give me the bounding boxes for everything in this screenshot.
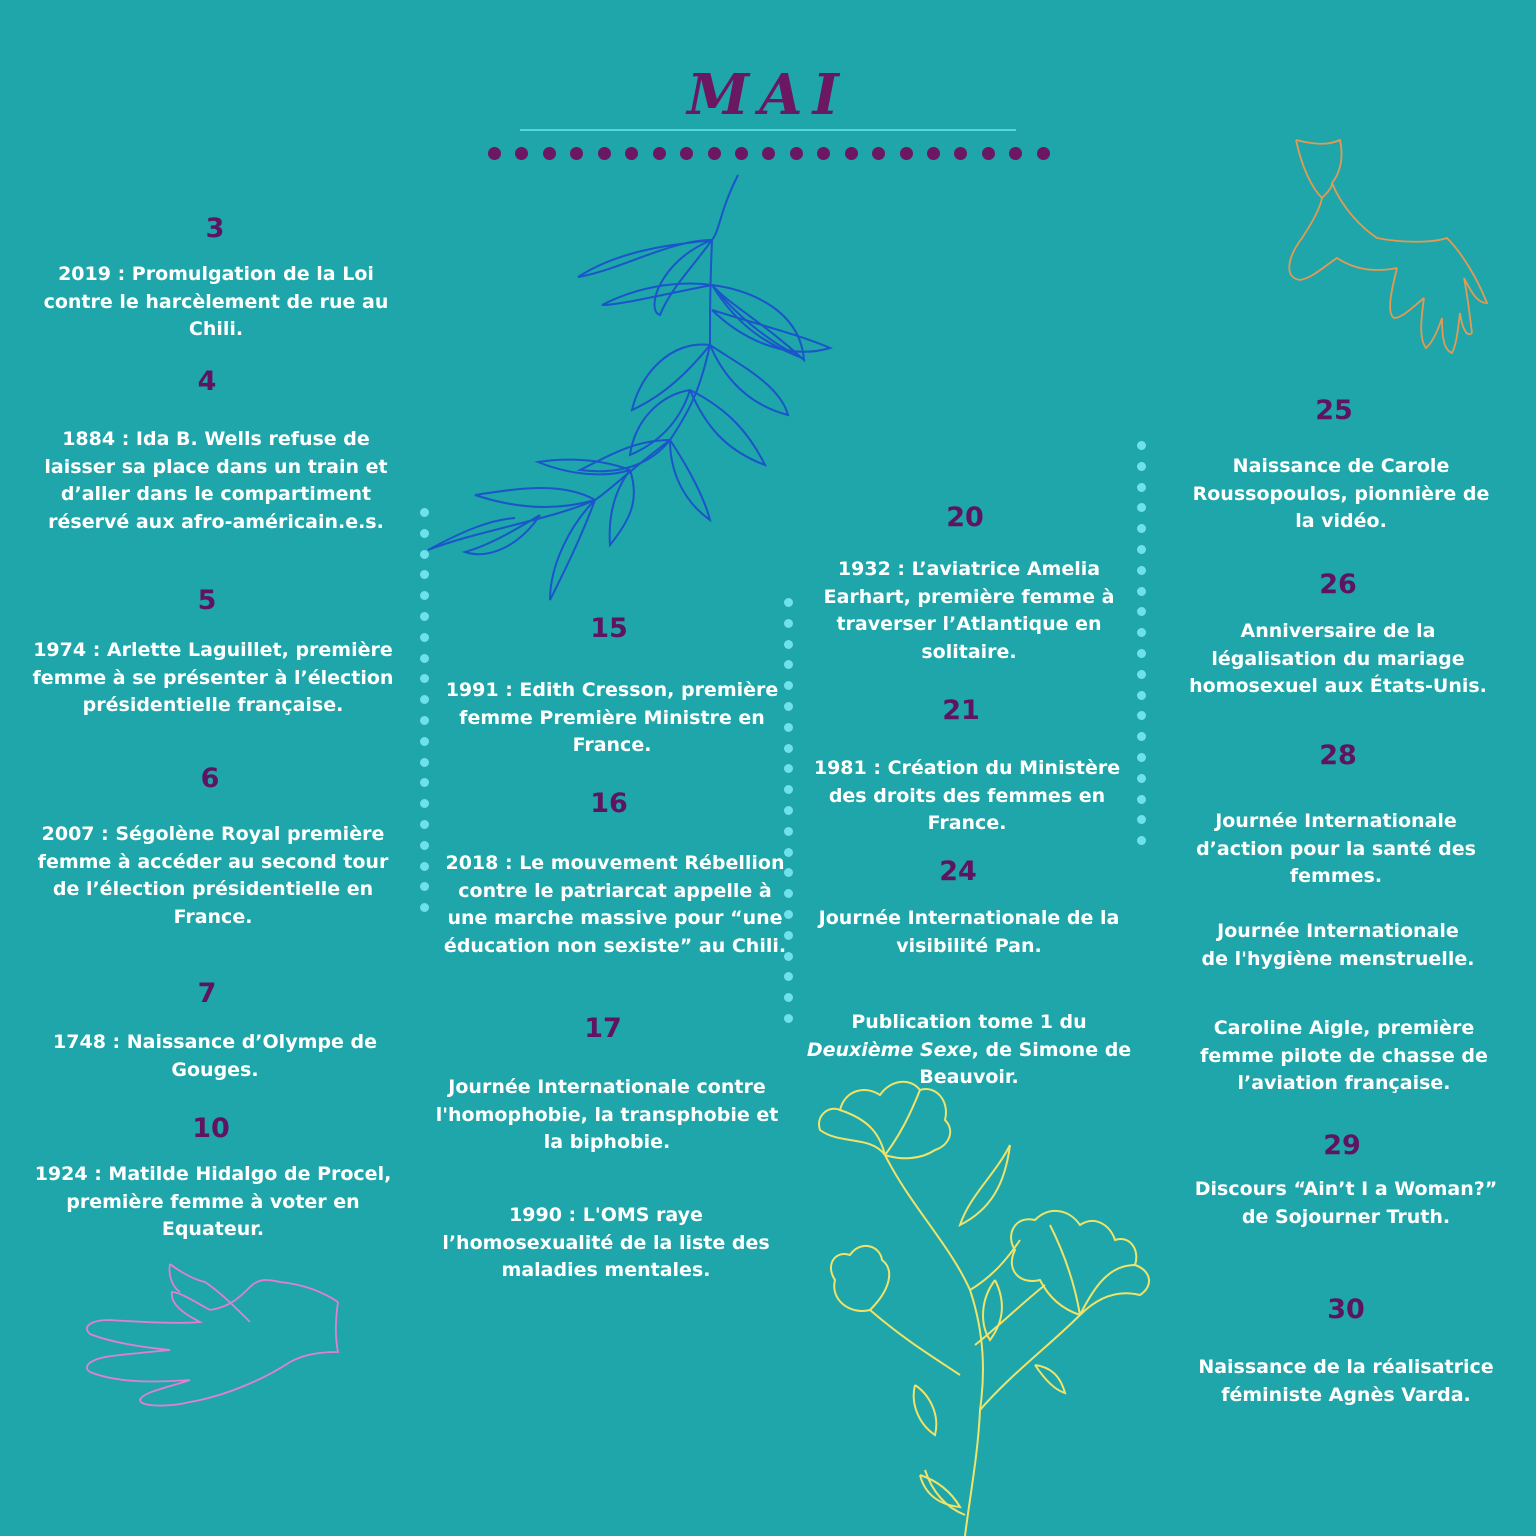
separator-dot — [420, 633, 429, 642]
title-dot-divider — [488, 147, 1050, 160]
event-line: femme Première Ministre en — [459, 706, 765, 729]
event-line: femme pilote de chasse de — [1200, 1044, 1488, 1067]
day-10-number: 10 — [192, 1113, 230, 1144]
event-line: France. — [173, 905, 253, 928]
event-line: des droits des femmes en — [828, 784, 1106, 807]
separator-dot — [420, 737, 429, 746]
separator-dot — [1137, 836, 1146, 845]
day-24-event — [819, 905, 1120, 960]
event-line: Roussopoulos, pionnière de — [1192, 482, 1490, 505]
separator-dot — [420, 841, 429, 850]
divider-dot — [598, 147, 611, 160]
separator-dot — [1137, 732, 1146, 741]
day-28-event — [1196, 808, 1476, 891]
separator-dot — [420, 695, 429, 704]
event-line: de l’élection présidentielle en — [52, 878, 374, 900]
divider-dot — [1037, 147, 1050, 160]
divider-dot — [954, 147, 967, 160]
event-line: 1924 : Matilde Hidalgo de Procel, — [34, 1163, 392, 1185]
day-6-event — [38, 821, 389, 931]
divider-dot — [570, 147, 583, 160]
page-title: MAI — [687, 62, 849, 128]
separator-dot — [784, 972, 793, 981]
divider-dot — [927, 147, 940, 160]
separator-dot — [1137, 587, 1146, 596]
event-line: traverser l’Atlantique en — [836, 613, 1102, 635]
separator-dot — [784, 723, 793, 732]
separator-dot — [1137, 441, 1146, 450]
day-20-number: 20 — [946, 502, 984, 533]
event-line: Equateur. — [161, 1218, 265, 1240]
day-24-event-2 — [807, 1009, 1131, 1092]
separator-dot — [784, 640, 793, 649]
day-30-event — [1198, 1354, 1493, 1409]
separator-dot — [1137, 670, 1146, 679]
event-line: femme à accéder au second tour — [37, 850, 389, 873]
day-25-event — [1193, 453, 1490, 536]
event-line: Naissance de Carole — [1232, 455, 1450, 477]
day-21-event — [814, 755, 1120, 838]
divider-dot — [982, 147, 995, 160]
event-line: visibilité Pan. — [896, 934, 1042, 957]
event-line: femmes. — [1289, 865, 1383, 887]
day-15-number: 15 — [590, 613, 628, 644]
separator-dot — [1137, 649, 1146, 658]
separator-dot — [1137, 483, 1146, 492]
separator-dot — [784, 702, 793, 711]
event-line: de l'hygiène menstruelle. — [1201, 947, 1475, 970]
event-line: France. — [927, 812, 1007, 834]
separator-dot — [420, 799, 429, 808]
divider-dot — [845, 147, 858, 160]
day-26-number: 26 — [1319, 569, 1357, 600]
event-line: contre le patriarcat appelle à — [458, 879, 772, 902]
event-line: Chili. — [188, 318, 244, 340]
event-line: 1991 : Edith Cresson, première — [445, 679, 779, 701]
separator-dot — [420, 820, 429, 829]
event-line: Caroline Aigle, première — [1213, 1017, 1475, 1039]
event-line: 2019 : Promulgation de la Loi — [58, 263, 374, 285]
day-30-number: 30 — [1327, 1294, 1365, 1325]
event-line: d’action pour la santé des — [1196, 837, 1476, 860]
event-line: solitaire. — [921, 640, 1017, 663]
event-line: première femme à voter en — [66, 1190, 360, 1213]
day-7-number: 7 — [197, 978, 217, 1009]
separator-dot — [420, 882, 429, 891]
separator-dot — [1137, 607, 1146, 616]
flower-illustration — [810, 1075, 1155, 1536]
event-line: femme à se présenter à l’élection — [32, 666, 394, 689]
day-20-event — [824, 556, 1115, 666]
separator-dot — [784, 785, 793, 794]
day-16-event — [444, 850, 786, 960]
divider-dot — [1009, 147, 1022, 160]
book-title: Deuxième Sexe — [806, 1038, 972, 1061]
separator-dot — [784, 619, 793, 628]
separator-dot — [1137, 566, 1146, 575]
event-line: 1981 : Création du Ministère — [813, 757, 1121, 779]
day-5-number: 5 — [197, 585, 217, 616]
separator-dot — [420, 674, 429, 683]
separator-dot — [1137, 711, 1146, 720]
day-17-number: 17 — [584, 1013, 622, 1044]
divider-dot — [515, 147, 528, 160]
separator-dot — [784, 993, 793, 1002]
separator-dot — [1137, 503, 1146, 512]
event-line: 2018 : Le mouvement Rébellion — [445, 852, 785, 874]
event-line: Naissance de la réalisatrice — [1198, 1356, 1494, 1378]
event-line: Earhart, première femme à — [823, 585, 1115, 608]
divider-dot — [653, 147, 666, 160]
separator-dot — [784, 681, 793, 690]
event-line: la vidéo. — [1295, 510, 1387, 532]
separator-dot — [420, 758, 429, 767]
event-line: Journée Internationale — [1215, 810, 1457, 832]
event-line: l’homosexualité de la liste des — [442, 1231, 770, 1254]
divider-dot — [817, 147, 830, 160]
day-25-number: 25 — [1315, 395, 1353, 426]
separator-dot — [1137, 753, 1146, 762]
event-line: féministe Agnès Varda. — [1221, 1383, 1471, 1406]
day-21-number: 21 — [942, 695, 980, 726]
separator-dot — [1137, 628, 1146, 637]
separator-dot — [1137, 462, 1146, 471]
event-line: 1990 : L'OMS raye — [509, 1204, 703, 1226]
event-line: légalisation du mariage — [1211, 647, 1465, 670]
event-line: Publication tome 1 du — [851, 1011, 1087, 1033]
event-line: Journée Internationale — [1217, 920, 1459, 942]
event-line: 1884 : Ida B. Wells refuse de — [62, 428, 370, 450]
leaf-branch-illustration — [420, 170, 840, 610]
divider-dot — [625, 147, 638, 160]
day-16-number: 16 — [590, 788, 628, 819]
day-29-number: 29 — [1323, 1130, 1361, 1161]
day-7-event — [53, 1029, 377, 1084]
divider-dot — [762, 147, 775, 160]
hand-illustration-bottom — [80, 1262, 345, 1407]
event-line: 2007 : Ségolène Royal première — [41, 823, 385, 845]
divider-dot — [543, 147, 556, 160]
day-28-event-3 — [1200, 1015, 1488, 1098]
day-29-event — [1195, 1176, 1498, 1231]
separator-dot — [420, 612, 429, 621]
dotted-separator-3 — [1137, 441, 1146, 856]
event-line: , de Simone de — [971, 1038, 1132, 1061]
day-3-number: 3 — [205, 213, 225, 244]
day-3-event — [44, 261, 389, 344]
divider-dot — [735, 147, 748, 160]
day-24-number: 24 — [939, 856, 977, 887]
separator-dot — [420, 654, 429, 663]
event-line: l'homophobie, la transphobie et — [435, 1103, 779, 1126]
day-17-event — [436, 1074, 779, 1157]
separator-dot — [784, 1014, 793, 1023]
event-line: la biphobie. — [543, 1131, 671, 1153]
separator-dot — [420, 903, 429, 912]
event-line: réservé aux afro-américain.e.s. — [48, 510, 384, 533]
event-line: l’aviation française. — [1237, 1072, 1451, 1094]
event-line: Beauvoir. — [919, 1066, 1019, 1088]
separator-dot — [420, 778, 429, 787]
event-line: une marche massive pour “une — [447, 907, 783, 929]
day-6-number: 6 — [200, 763, 220, 794]
day-5-event — [33, 637, 394, 720]
separator-dot — [784, 660, 793, 669]
event-line: maladies mentales. — [501, 1259, 711, 1281]
hand-illustration-top — [1282, 138, 1492, 358]
day-10-event — [35, 1161, 392, 1244]
day-28-event-2 — [1202, 918, 1475, 973]
separator-dot — [1137, 691, 1146, 700]
event-line: Journée Internationale contre — [448, 1076, 766, 1098]
day-28-number: 28 — [1319, 740, 1357, 771]
separator-dot — [1137, 815, 1146, 824]
separator-dot — [420, 862, 429, 871]
day-4-number: 4 — [197, 366, 217, 397]
divider-dot — [790, 147, 803, 160]
divider-dot — [872, 147, 885, 160]
divider-dot — [680, 147, 693, 160]
event-line: présidentielle française. — [82, 694, 344, 716]
divider-dot — [900, 147, 913, 160]
separator-dot — [1137, 524, 1146, 533]
event-line: 1932 : L’aviatrice Amelia — [837, 558, 1101, 580]
event-line: de Sojourner Truth. — [1241, 1205, 1451, 1228]
separator-dot — [784, 827, 793, 836]
event-line: d’aller dans le compartiment — [60, 483, 372, 505]
event-line: homosexuel aux États-Unis. — [1189, 675, 1487, 697]
event-line: Discours “Ain’t I a Woman?” — [1194, 1178, 1498, 1200]
divider-dot — [708, 147, 721, 160]
event-line: contre le harcèlement de rue au — [43, 290, 389, 313]
event-line: Gouges. — [171, 1058, 259, 1081]
event-line: 1748 : Naissance d’Olympe de — [53, 1031, 377, 1053]
separator-dot — [784, 806, 793, 815]
day-17-event-2 — [442, 1202, 769, 1285]
day-26-event — [1189, 618, 1487, 701]
event-line: Journée Internationale de la — [818, 907, 1120, 929]
separator-dot — [784, 744, 793, 753]
title-underline — [520, 129, 1016, 131]
divider-dot — [488, 147, 501, 160]
event-line: laisser sa place dans un train et — [44, 455, 388, 478]
day-4-event — [44, 426, 387, 536]
separator-dot — [784, 764, 793, 773]
separator-dot — [420, 716, 429, 725]
day-15-event — [446, 677, 779, 760]
event-line: France. — [572, 734, 652, 756]
event-line: Anniversaire de la — [1240, 620, 1436, 642]
separator-dot — [1137, 774, 1146, 783]
separator-dot — [1137, 795, 1146, 804]
event-line: éducation non sexiste” au Chili. — [443, 934, 787, 957]
event-line: 1974 : Arlette Laguillet, première — [33, 639, 393, 661]
separator-dot — [1137, 545, 1146, 554]
